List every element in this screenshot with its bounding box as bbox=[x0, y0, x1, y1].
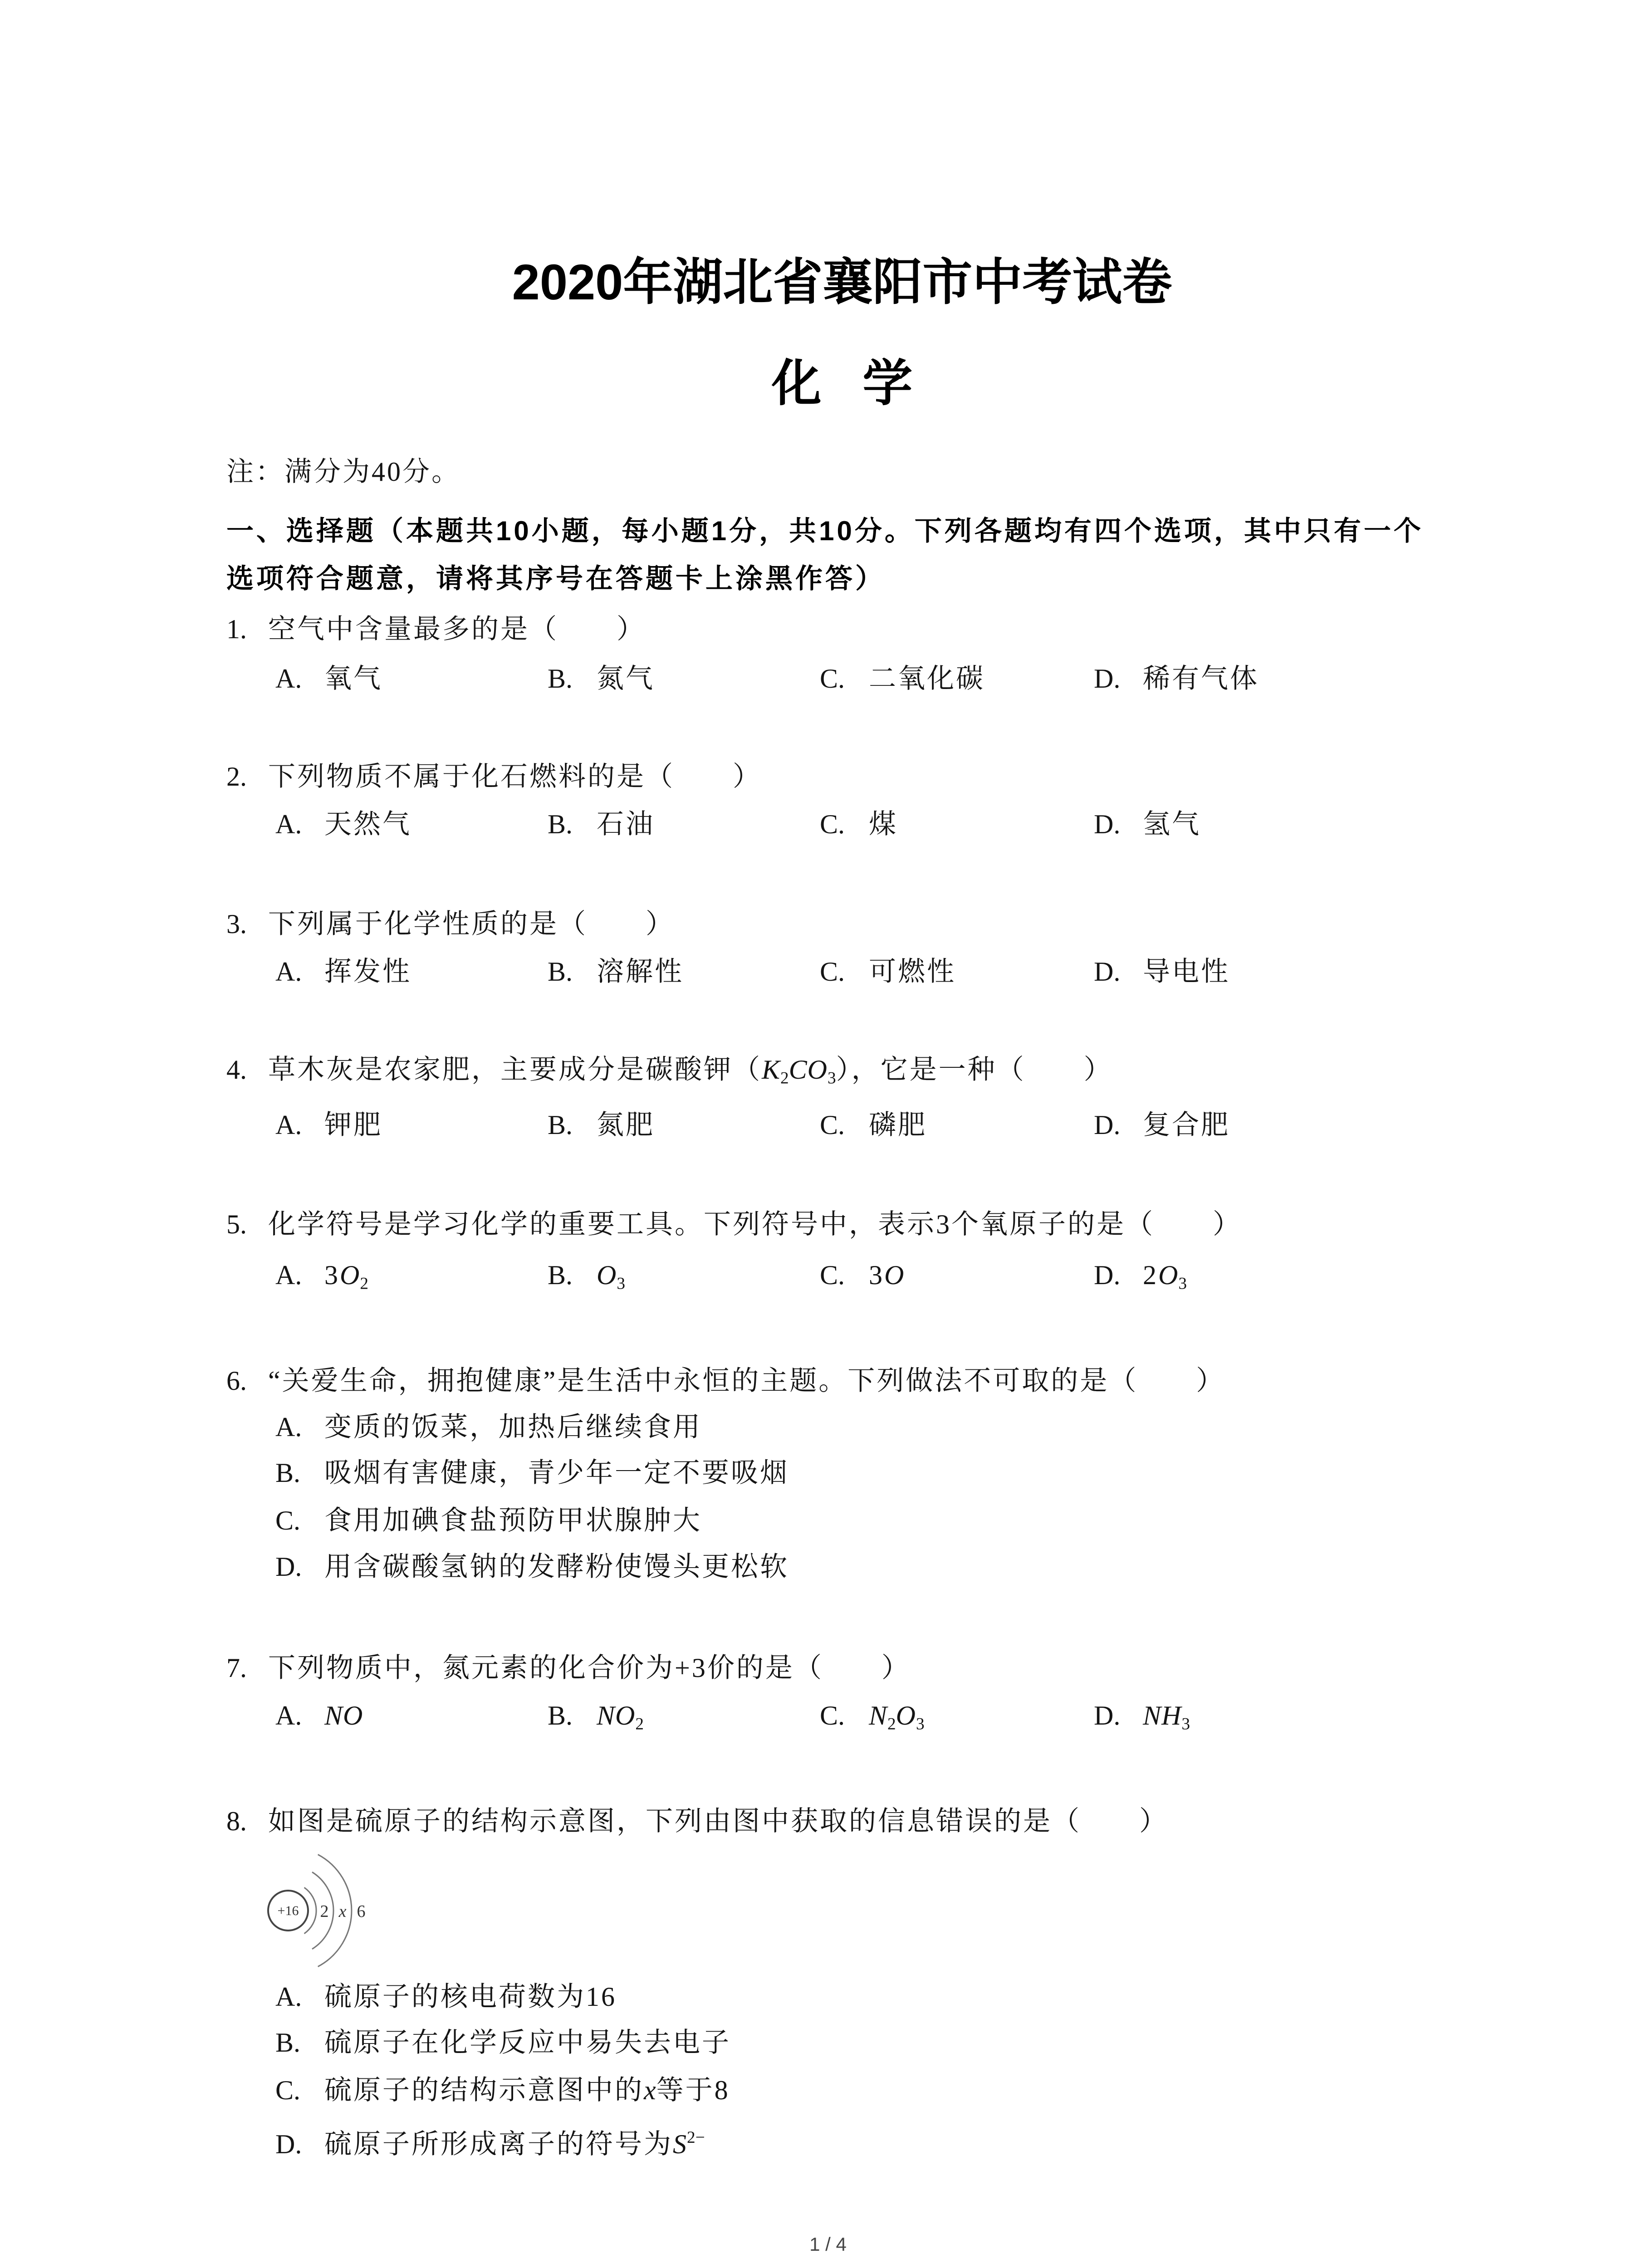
score-note: 注：满分为40分。 bbox=[226, 457, 460, 487]
formula-subscript: 3 bbox=[617, 1274, 625, 1293]
page-number: 1 / 4 bbox=[809, 2234, 847, 2255]
question-number: 1. bbox=[226, 614, 247, 644]
formula-subscript: 3 bbox=[827, 1069, 836, 1088]
option-d bbox=[1094, 1697, 1190, 1734]
section-heading-line-1: 一、选择题（本题共10小题，每小题1分，共10分。下列各题均有四个选项，其中只有一个 bbox=[226, 516, 1424, 546]
option-a bbox=[275, 806, 411, 842]
formula-symbol: x bbox=[644, 2075, 656, 2105]
question-text: 化学符号是学习化学的重要工具。下列符号中，表示3个氧原子的是（ ） bbox=[268, 1209, 1242, 1239]
question-5-stem bbox=[226, 1206, 1242, 1242]
option-label: A. bbox=[275, 1412, 302, 1442]
formula-symbol: K bbox=[762, 1055, 781, 1085]
option-label: B. bbox=[548, 1701, 573, 1730]
question-text: 如图是硫原子的结构示意图，下列由图中获取的信息错误的是（ ） bbox=[268, 1806, 1168, 1836]
option-text: 氢气 bbox=[1143, 809, 1201, 839]
option-text: 煤 bbox=[869, 809, 898, 839]
shell-2-electron-count: x bbox=[338, 1902, 347, 1921]
option-text: 变质的饭菜，加热后继续食用 bbox=[324, 1412, 702, 1442]
option-d bbox=[275, 1549, 789, 1585]
option-b bbox=[548, 806, 655, 842]
question-7-options bbox=[0, 1697, 1641, 1734]
sulfur-atom-structure-diagram bbox=[263, 1847, 372, 1974]
option-label: B. bbox=[275, 1458, 301, 1488]
question-text: 下列属于化学性质的是（ ） bbox=[268, 909, 675, 939]
option-text: 吸烟有害健康，青少年一定不要吸烟 bbox=[324, 1458, 789, 1488]
question-number: 6. bbox=[226, 1366, 247, 1396]
option-text: 3O bbox=[869, 1260, 905, 1290]
question-3-stem bbox=[226, 906, 675, 942]
option-a bbox=[275, 1107, 382, 1143]
option-label: A. bbox=[275, 664, 302, 694]
option-label: D. bbox=[275, 2129, 302, 2159]
shell-1-electron-count: 2 bbox=[320, 1902, 329, 1921]
option-label: A. bbox=[275, 1110, 302, 1140]
option-label: B. bbox=[548, 664, 573, 694]
option-a bbox=[275, 1257, 368, 1293]
option-a bbox=[275, 953, 411, 990]
option-a bbox=[275, 1979, 617, 2015]
option-label: A. bbox=[275, 957, 302, 987]
option-b bbox=[548, 1257, 625, 1293]
option-label: A. bbox=[275, 1982, 302, 2012]
option-text: 可燃性 bbox=[869, 957, 956, 987]
option-c bbox=[820, 660, 985, 697]
option-label: C. bbox=[820, 809, 845, 839]
option-label: B. bbox=[548, 1110, 573, 1140]
option-a bbox=[275, 1697, 363, 1734]
option-c bbox=[820, 1697, 925, 1734]
formula-symbol: CO bbox=[789, 1055, 828, 1085]
option-label: D. bbox=[1094, 957, 1121, 987]
option-d bbox=[1094, 1107, 1230, 1143]
question-1-stem bbox=[226, 611, 646, 647]
question-number: 5. bbox=[226, 1209, 247, 1239]
option-d bbox=[275, 2126, 705, 2162]
formula-symbol: NH bbox=[1143, 1701, 1182, 1730]
formula-symbol: O bbox=[340, 1260, 360, 1290]
option-text: $2O_3$ bbox=[1143, 1260, 1187, 1293]
option-text: 氧气 bbox=[324, 664, 382, 694]
option-label: D. bbox=[1094, 1260, 1121, 1290]
option-text: 硫原子的核电荷数为16 bbox=[324, 1982, 617, 2012]
option-text bbox=[597, 1260, 625, 1293]
question-2-stem bbox=[226, 758, 762, 795]
option-text bbox=[324, 1701, 363, 1730]
question-7-stem bbox=[226, 1650, 911, 1686]
option-d bbox=[1094, 953, 1230, 990]
formula-symbol: N bbox=[869, 1701, 888, 1730]
option-text: 食用加碘食盐预防甲状腺肿大 bbox=[324, 1505, 702, 1535]
option-label: C. bbox=[820, 664, 845, 694]
option-label: C. bbox=[820, 1110, 845, 1140]
formula-symbol: S bbox=[673, 2129, 687, 2159]
option-c bbox=[820, 953, 956, 990]
option-label: B. bbox=[548, 809, 573, 839]
formula-subscript: 2 bbox=[780, 1069, 789, 1088]
question-2-options bbox=[0, 806, 1641, 842]
option-text: 导电性 bbox=[1143, 957, 1230, 987]
option-c bbox=[820, 806, 898, 842]
option-text: 溶解性 bbox=[597, 957, 684, 987]
option-label: D. bbox=[1094, 664, 1121, 694]
option-text: 钾肥 bbox=[324, 1110, 382, 1140]
exam-title: 2020年湖北省襄阳市中考试卷 bbox=[512, 254, 1172, 310]
option-label: A. bbox=[275, 1260, 302, 1290]
formula-superscript: 2− bbox=[687, 2128, 705, 2147]
option-label: D. bbox=[1094, 1701, 1121, 1730]
option-b bbox=[275, 1455, 789, 1491]
option-text: 硫原子所形成离子的符号为$S^{2-}$ bbox=[324, 2128, 705, 2159]
option-label: D. bbox=[275, 1552, 302, 1582]
formula-symbol: O bbox=[597, 1260, 617, 1290]
option-label: D. bbox=[1094, 1110, 1121, 1140]
option-label: C. bbox=[820, 1260, 845, 1290]
question-number: 8. bbox=[226, 1806, 247, 1836]
question-number: 2. bbox=[226, 762, 247, 792]
option-label: A. bbox=[275, 809, 302, 839]
option-c bbox=[275, 1502, 702, 1539]
option-label: B. bbox=[275, 2028, 301, 2058]
question-5-options bbox=[0, 1257, 1641, 1293]
question-text: “关爱生命，拥抱健康”是生活中永恒的主题。下列做法不可取的是（ ） bbox=[268, 1366, 1225, 1396]
formula-symbol: NO bbox=[597, 1701, 636, 1730]
option-label: B. bbox=[548, 957, 573, 987]
option-text bbox=[1143, 1701, 1190, 1734]
section-heading-line-2: 选项符合题意，请将其序号在答题卡上涂黑作答） bbox=[226, 563, 885, 594]
formula-symbol: O bbox=[884, 1260, 905, 1290]
option-text: 石油 bbox=[597, 809, 655, 839]
shell-3-electron-count: 6 bbox=[357, 1902, 366, 1921]
question-8-stem bbox=[226, 1803, 1168, 1839]
option-b bbox=[548, 1107, 655, 1143]
option-c bbox=[820, 1107, 927, 1143]
formula-symbol: NO bbox=[324, 1701, 363, 1730]
formula-subscript: 2 bbox=[887, 1715, 896, 1734]
question-3-options bbox=[0, 953, 1641, 990]
option-text: 稀有气体 bbox=[1143, 664, 1259, 694]
option-d bbox=[1094, 1257, 1187, 1293]
question-number: 4. bbox=[226, 1055, 247, 1085]
option-text: 氮肥 bbox=[597, 1110, 655, 1140]
option-label: D. bbox=[1094, 809, 1121, 839]
nucleus-charge-label: +16 bbox=[277, 1903, 299, 1918]
question-text: 下列物质不属于化石燃料的是（ ） bbox=[268, 762, 762, 792]
option-text bbox=[869, 1701, 925, 1734]
formula-subscript: 3 bbox=[1181, 1715, 1190, 1734]
option-label: B. bbox=[548, 1260, 573, 1290]
option-text: 硫原子的结构示意图中的x等于8 bbox=[324, 2075, 730, 2105]
option-c bbox=[275, 2072, 730, 2108]
option-text: 硫原子在化学反应中易失去电子 bbox=[324, 2028, 731, 2058]
formula-subscript: 2 bbox=[360, 1274, 368, 1293]
formula-subscript: 2 bbox=[635, 1715, 644, 1734]
option-label: C. bbox=[820, 1701, 845, 1730]
option-d bbox=[1094, 660, 1259, 697]
option-c bbox=[820, 1257, 904, 1293]
formula-subscript: 3 bbox=[1178, 1274, 1187, 1293]
question-text: 草木灰是农家肥，主要成分是碳酸钾$(K_2CO_3)$，它是一种（ ） bbox=[268, 1055, 1113, 1088]
formula-symbol: O bbox=[1158, 1260, 1179, 1290]
option-label: C. bbox=[275, 2075, 301, 2105]
option-text bbox=[597, 1701, 644, 1734]
option-text: 氮气 bbox=[597, 664, 655, 694]
question-6-stem bbox=[226, 1363, 1225, 1399]
option-b bbox=[548, 1697, 644, 1734]
question-number: 7. bbox=[226, 1653, 247, 1683]
option-text: 复合肥 bbox=[1143, 1110, 1230, 1140]
question-4-stem bbox=[226, 1051, 1113, 1088]
option-label: A. bbox=[275, 1701, 302, 1730]
formula-symbol: O bbox=[896, 1701, 916, 1730]
option-text: 磷肥 bbox=[869, 1110, 927, 1140]
option-label: C. bbox=[820, 957, 845, 987]
option-text: 挥发性 bbox=[324, 957, 411, 987]
option-d bbox=[1094, 806, 1201, 842]
question-text: 下列物质中，氮元素的化合价为+3价的是（ ） bbox=[268, 1653, 911, 1683]
option-b bbox=[548, 660, 655, 697]
option-text: 二氧化碳 bbox=[869, 664, 985, 694]
question-number: 3. bbox=[226, 909, 247, 939]
option-text: 用含碳酸氢钠的发酵粉使馒头更松软 bbox=[324, 1552, 789, 1582]
option-b bbox=[275, 2024, 731, 2061]
electron-shell-arc-1 bbox=[304, 1887, 316, 1934]
option-a bbox=[275, 1409, 702, 1445]
option-text: $3O_2$ bbox=[324, 1260, 368, 1293]
option-a bbox=[275, 660, 382, 697]
question-1-options bbox=[0, 660, 1641, 697]
question-text: 空气中含量最多的是（ ） bbox=[268, 614, 646, 644]
option-label: C. bbox=[275, 1505, 301, 1535]
formula-subscript: 3 bbox=[916, 1715, 925, 1734]
question-4-options bbox=[0, 1107, 1641, 1143]
option-text: 天然气 bbox=[324, 809, 411, 839]
subject-title: 化 学 bbox=[771, 356, 913, 411]
option-b bbox=[548, 953, 684, 990]
